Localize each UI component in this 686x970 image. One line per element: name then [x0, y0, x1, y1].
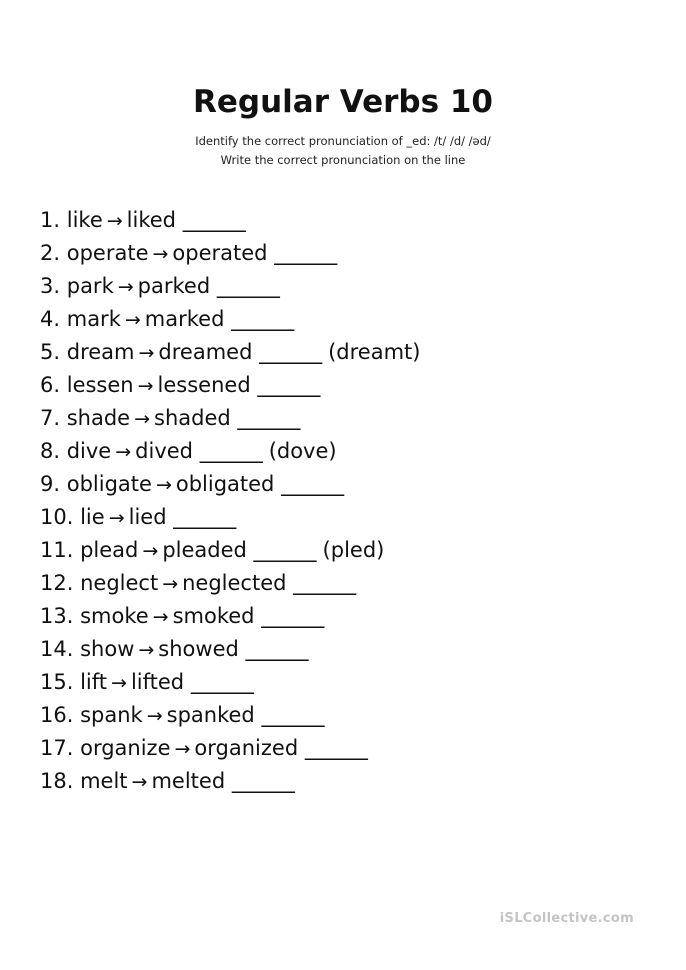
- arrow-right-icon: →: [162, 573, 179, 595]
- answer-blank[interactable]: ______: [199, 439, 263, 463]
- past-tense-verb: dreamed: [158, 340, 253, 364]
- base-verb: dive: [66, 439, 112, 463]
- answer-blank[interactable]: ______: [216, 274, 280, 298]
- item-number: 17.: [40, 736, 74, 760]
- item-number: 15.: [40, 670, 74, 694]
- base-verb: lift: [80, 670, 108, 694]
- base-verb: dream: [66, 340, 135, 364]
- item-number: 9.: [40, 472, 61, 496]
- answer-blank[interactable]: ______: [304, 736, 368, 760]
- list-item: [40, 468, 660, 501]
- base-verb: spank: [80, 703, 143, 727]
- answer-blank[interactable]: ______: [257, 373, 321, 397]
- alternate-form-note: (dove): [268, 439, 337, 463]
- arrow-right-icon: →: [142, 540, 159, 562]
- base-verb: neglect: [80, 571, 159, 595]
- list-item: [40, 204, 660, 237]
- arrow-right-icon: →: [115, 441, 132, 463]
- arrow-right-icon: →: [137, 375, 154, 397]
- past-tense-verb: liked: [126, 208, 177, 232]
- list-item: [40, 633, 660, 666]
- item-number: 8.: [40, 439, 67, 463]
- item-number: 18.: [40, 769, 74, 793]
- past-tense-verb: marked: [144, 307, 225, 331]
- past-tense-verb: dived: [135, 439, 193, 463]
- base-verb: lie: [80, 505, 105, 529]
- past-tense-verb: parked: [137, 274, 211, 298]
- past-tense-verb: organized: [194, 736, 299, 760]
- list-item: [40, 501, 660, 534]
- list-item: [40, 336, 660, 369]
- worksheet-title: Regular Verbs 10: [193, 84, 493, 120]
- list-item: [40, 765, 660, 798]
- base-verb: organize: [80, 736, 171, 760]
- past-tense-verb: melted: [151, 769, 226, 793]
- answer-blank[interactable]: ______: [190, 670, 254, 694]
- past-tense-verb: showed: [158, 637, 239, 661]
- item-number: 6.: [40, 373, 61, 397]
- arrow-right-icon: →: [155, 474, 172, 496]
- item-number: 11.: [40, 538, 74, 562]
- answer-blank[interactable]: ______: [237, 406, 301, 430]
- list-item: [40, 567, 660, 600]
- item-number: 4.: [40, 307, 61, 331]
- past-tense-verb: lifted: [130, 670, 185, 694]
- past-tense-verb: neglected: [182, 571, 287, 595]
- arrow-right-icon: →: [146, 705, 163, 727]
- watermark-logo: iSLCollective.com: [499, 911, 634, 926]
- base-verb: shade: [66, 406, 131, 430]
- arrow-right-icon: →: [134, 408, 151, 430]
- base-verb: obligate: [66, 472, 152, 496]
- base-verb: lessen: [66, 373, 134, 397]
- answer-blank[interactable]: ______: [261, 604, 325, 628]
- item-number: 10.: [40, 505, 74, 529]
- past-tense-verb: lied: [128, 505, 167, 529]
- past-tense-verb: shaded: [154, 406, 231, 430]
- list-item: [40, 699, 660, 732]
- item-number: 3.: [40, 274, 61, 298]
- answer-blank[interactable]: ______: [173, 505, 237, 529]
- answer-blank[interactable]: ______: [293, 571, 357, 595]
- list-item: [40, 435, 660, 468]
- answer-blank[interactable]: ______: [261, 703, 325, 727]
- verb-list: [40, 204, 660, 798]
- arrow-right-icon: →: [152, 243, 169, 265]
- item-number: 13.: [40, 604, 74, 628]
- answer-blank[interactable]: ______: [281, 472, 345, 496]
- arrow-right-icon: →: [138, 639, 155, 661]
- past-tense-verb: pleaded: [162, 538, 247, 562]
- arrow-right-icon: →: [131, 771, 148, 793]
- arrow-right-icon: →: [108, 507, 125, 529]
- answer-blank[interactable]: ______: [231, 307, 295, 331]
- past-tense-verb: spanked: [166, 703, 255, 727]
- base-verb: mark: [66, 307, 121, 331]
- answer-blank[interactable]: ______: [259, 340, 323, 364]
- arrow-right-icon: →: [111, 672, 127, 694]
- arrow-right-icon: →: [106, 210, 123, 232]
- base-verb: plead: [80, 538, 139, 562]
- item-number: 2.: [40, 241, 61, 265]
- arrow-right-icon: →: [174, 738, 191, 760]
- arrow-right-icon: →: [152, 606, 169, 628]
- past-tense-verb: obligated: [175, 472, 275, 496]
- alternate-form-note: (dreamt): [328, 340, 421, 364]
- list-item: [40, 270, 660, 303]
- list-item: [40, 303, 660, 336]
- list-item: [40, 237, 660, 270]
- item-number: 5.: [40, 340, 61, 364]
- list-item: [40, 732, 660, 765]
- instruction-line-2: Write the correct pronunciation on the line: [220, 153, 466, 167]
- answer-blank[interactable]: ______: [231, 769, 295, 793]
- alternate-form-note: (pled): [322, 538, 385, 562]
- list-item: [40, 666, 660, 699]
- base-verb: smoke: [80, 604, 149, 628]
- item-number: 1.: [40, 208, 61, 232]
- past-tense-verb: smoked: [172, 604, 255, 628]
- arrow-right-icon: →: [124, 309, 141, 331]
- arrow-right-icon: →: [117, 276, 134, 298]
- instruction-line-1: Identify the correct pronunciation of _ed: /t/ /d/ /əd/: [195, 134, 491, 148]
- arrow-right-icon: →: [138, 342, 155, 364]
- base-verb: like: [66, 208, 103, 232]
- past-tense-verb: lessened: [157, 373, 251, 397]
- answer-blank[interactable]: ______: [245, 637, 309, 661]
- list-item: [40, 402, 660, 435]
- list-item: [40, 600, 660, 633]
- list-item: [40, 369, 660, 402]
- base-verb: park: [66, 274, 114, 298]
- list-item: [40, 534, 660, 567]
- base-verb: operate: [66, 241, 149, 265]
- answer-blank[interactable]: ______: [182, 208, 246, 232]
- answer-blank[interactable]: ______: [274, 241, 338, 265]
- item-number: 12.: [40, 571, 74, 595]
- item-number: 7.: [40, 406, 61, 430]
- base-verb: show: [80, 637, 135, 661]
- past-tense-verb: operated: [172, 241, 268, 265]
- base-verb: melt: [80, 769, 128, 793]
- answer-blank[interactable]: ______: [253, 538, 317, 562]
- item-number: 14.: [40, 637, 74, 661]
- item-number: 16.: [40, 703, 74, 727]
